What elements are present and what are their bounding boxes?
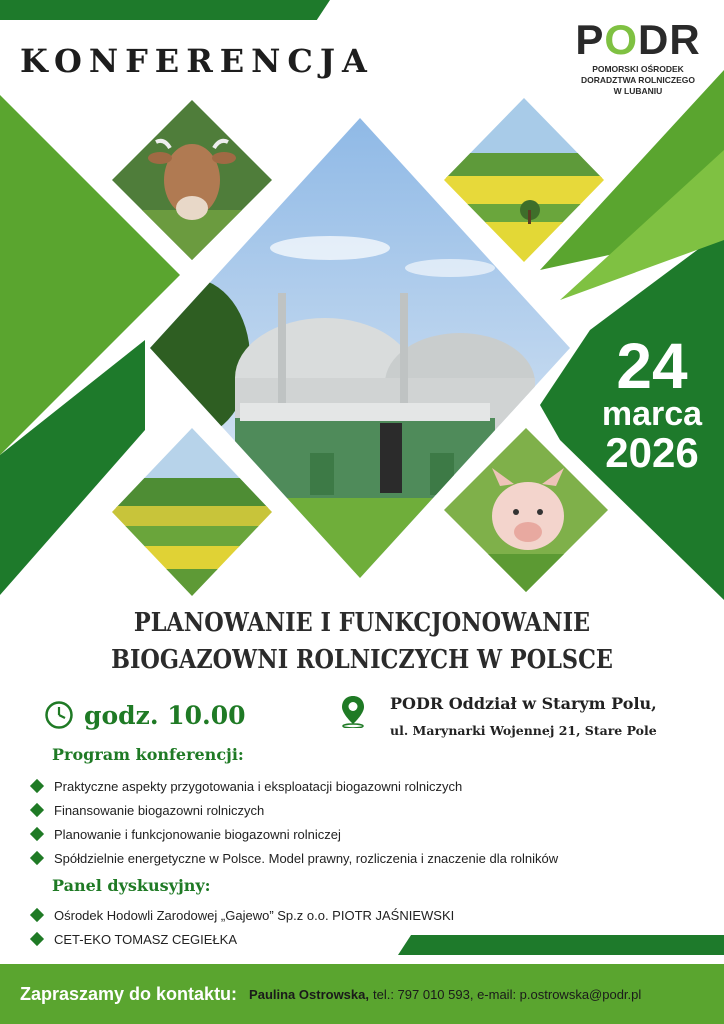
diamond-bullet-icon <box>30 803 44 817</box>
list-item <box>30 822 558 846</box>
place-line-2: ul. Marynarki Wojennej 21, Stare Pole <box>390 723 657 738</box>
list-item-text: Planowanie i funkcjonowanie biogazowni rolniczej <box>54 826 341 842</box>
bottom-stripe <box>398 935 724 955</box>
footer-contact-name: Paulina Ostrowska, <box>249 986 369 1002</box>
list-item <box>30 798 558 822</box>
logo-letters-dr: DR <box>638 16 701 63</box>
place-line-1: PODR Oddział w Starym Polu, <box>390 694 657 713</box>
logo-line-1: POMORSKI OŚRODEK <box>592 64 684 74</box>
list-item-text: Ośrodek Hodowli Zarodowej „Gajewo” Sp.z o.o. PIOTR JAŚNIEWSKI <box>54 907 455 923</box>
diamond-bullet-icon <box>30 908 44 922</box>
location-pin-icon <box>338 694 368 728</box>
title-line-1: PLANOWANIE I FUNKCJONOWANIE <box>133 608 591 638</box>
conference-title <box>51 605 674 679</box>
place-info <box>338 694 657 738</box>
title-line-2: BIOGAZOWNI ROLNICZYCH W POLSCE <box>111 645 613 675</box>
logo-letter-o: O <box>604 16 638 63</box>
diamond-bullet-icon <box>30 779 44 793</box>
list-item-text: Finansowanie biogazowni rolniczych <box>54 802 265 818</box>
diamond-bullet-icon <box>30 851 44 865</box>
list-item <box>30 846 558 870</box>
time-info <box>44 700 246 730</box>
list-item-text: CET-EKO TOMASZ CEGIEŁKA <box>54 931 238 947</box>
list-item <box>30 927 454 951</box>
program-list <box>30 774 558 870</box>
contact-footer <box>0 964 724 1024</box>
clock-icon <box>44 700 74 730</box>
date-year: 2026 <box>605 429 699 476</box>
panel-list <box>30 903 454 951</box>
list-item-text: Praktyczne aspekty przygotowania i eksploatacji biogazowni rolniczych <box>54 778 463 794</box>
date-month: marca <box>601 395 703 433</box>
diamond-bullet-icon <box>30 932 44 946</box>
time-text: godz. 10.00 <box>84 700 246 730</box>
footer-contact-details: tel.: 797 010 593, e-mail: p.ostrowska@podr.pl <box>372 986 642 1002</box>
logo-letter-p: P <box>575 16 605 63</box>
panel-heading: Panel dyskusyjny: <box>52 876 211 895</box>
footer-invite: Zapraszamy do kontaktu: <box>20 983 238 1004</box>
logo-line-3: W LUBANIU <box>613 86 663 96</box>
event-date <box>588 330 716 476</box>
event-type-label: KONFERENCJA <box>20 42 374 80</box>
logo-line-2: DORADZTWA ROLNICZEGO <box>581 75 695 85</box>
date-day: 24 <box>616 330 688 402</box>
diamond-bullet-icon <box>30 827 44 841</box>
list-item-text: Spółdzielnie energetyczne w Polsce. Model prawny, rozliczenia i znaczenie dla rolników <box>54 850 559 866</box>
list-item <box>30 774 558 798</box>
program-heading: Program konferencji: <box>52 745 244 764</box>
list-item <box>30 903 454 927</box>
